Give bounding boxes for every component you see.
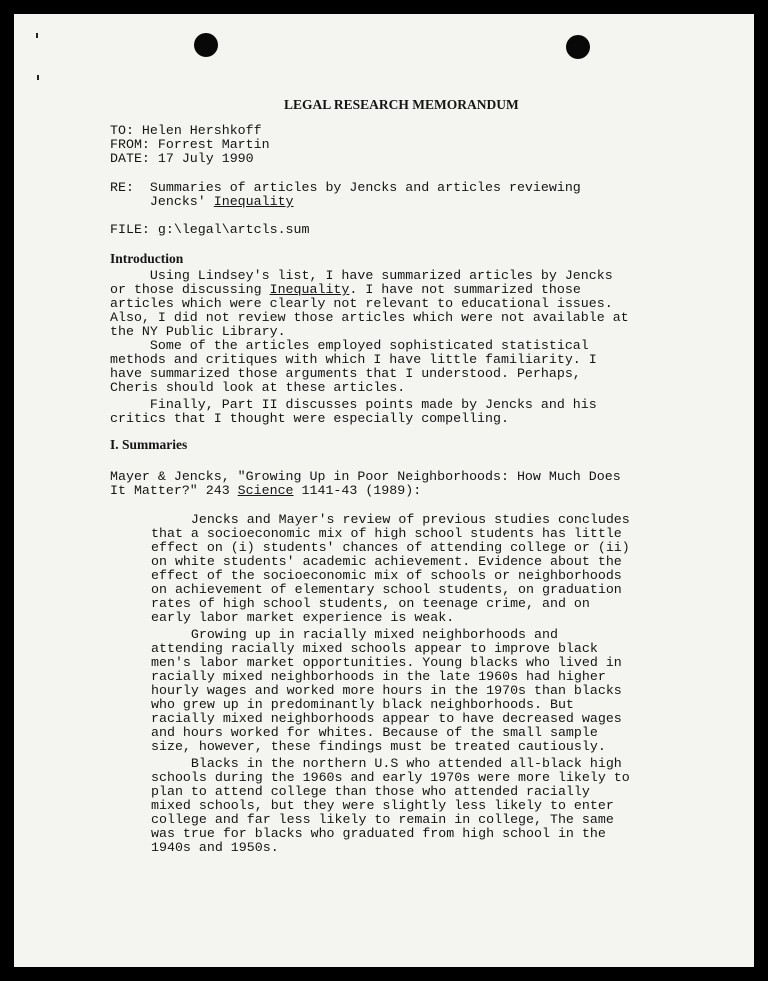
intro-line: Cheris should look at these articles. [110,380,406,395]
intro-line: have summarized those arguments that I understood. Perhaps, [110,366,581,381]
citation-text: 1141-43 (1989): [293,483,422,498]
date-line: DATE: 17 July 1990 [110,151,254,166]
intro-line: Also, I did not review those articles which were not available at [110,310,629,325]
summary-line: plan to attend college than those who attended racially [151,784,590,799]
memo-page [14,14,754,967]
inequality-title: Inequality [269,282,350,297]
summary-line: racially mixed neighborhoods in the late 1960s had higher [151,669,606,684]
summary-line: men's labor market opportunities. Young blacks who lived in [151,655,622,670]
memo-title: LEGAL RESEARCH MEMORANDUM [284,97,519,112]
intro-text: or those discussing [110,282,270,297]
re-line: RE: Summaries of articles by Jencks and articles reviewing [110,180,581,195]
introduction-heading: Introduction [110,251,184,266]
summary-line: college and far less likely to remain in college, The same [151,812,614,827]
citation-text: It Matter?" 243 [110,483,238,498]
summary-line: was true for blacks who graduated from high school in the [151,826,606,841]
from-line: FROM: Forrest Martin [110,137,270,152]
summary-line: schools during the 1960s and early 1970s were more likely to [151,770,630,785]
summary-line: who grew up in predominantly black neighborhoods. But [151,697,574,712]
summaries-heading: I. Summaries [110,437,188,452]
summary-line: size, however, these findings must be treated cautiously. [151,739,606,754]
summary-line: that a socioeconomic mix of high school students has little [151,526,622,541]
summary-line: effect on (i) students' chances of attending college or (ii) [151,540,630,555]
re-line-2-prefix: Jencks' [110,194,214,209]
re-line-2 [110,195,294,209]
summary-line: racially mixed neighborhoods appear to have decreased wages [151,711,622,726]
scan-speck [37,75,39,80]
intro-line: articles which were clearly not relevant to educational issues. [110,296,613,311]
summary-line: attending racially mixed schools appear to improve black [151,641,598,656]
punch-hole-left [194,33,218,57]
intro-line [110,283,581,297]
summary-line: Blacks in the northern U.S who attended all-black high [151,756,622,771]
intro-line: critics that I thought were especially compelling. [110,411,509,426]
summary-line: effect of the socioeconomic mix of schools or neighborhoods [151,568,622,583]
intro-text: . I have not summarized those [349,282,581,297]
intro-line: methods and critiques with which I have little familiarity. I [110,352,597,367]
punch-hole-right [566,35,590,59]
summary-line: Growing up in racially mixed neighborhoods and [151,627,558,642]
intro-line: Using Lindsey's list, I have summarized articles by Jencks [110,268,613,283]
to-line: TO: Helen Hershkoff [110,123,262,138]
intro-line: Some of the articles employed sophisticated statistical [110,338,589,353]
summary-line: on achievement of elementary school students, on graduation [151,582,622,597]
summary-line: mixed schools, but they were slightly less likely to enter [151,798,614,813]
summary-line: hourly wages and worked more hours in the 1970s than blacks [151,683,622,698]
intro-line: Finally, Part II discusses points made by Jencks and his [110,397,597,412]
summary-line: and hours worked for whites. Because of the small sample [151,725,598,740]
summary-line: on white students' academic achievement. Evidence about the [151,554,622,569]
journal-title: Science [237,483,294,498]
file-line: FILE: g:\legal\artcls.sum [110,222,310,237]
inequality-title: Inequality [213,194,294,209]
citation-line-2 [110,484,421,498]
summary-line: rates of high school students, on teenage crime, and on [151,596,590,611]
summary-line: Jencks and Mayer's review of previous studies concludes [151,512,630,527]
scan-speck [36,33,38,38]
citation-line: Mayer & Jencks, "Growing Up in Poor Neighborhoods: How Much Does [110,469,621,484]
summary-line: early labor market experience is weak. [151,610,455,625]
intro-line: the NY Public Library. [110,324,286,339]
summary-line: 1940s and 1950s. [151,840,279,855]
